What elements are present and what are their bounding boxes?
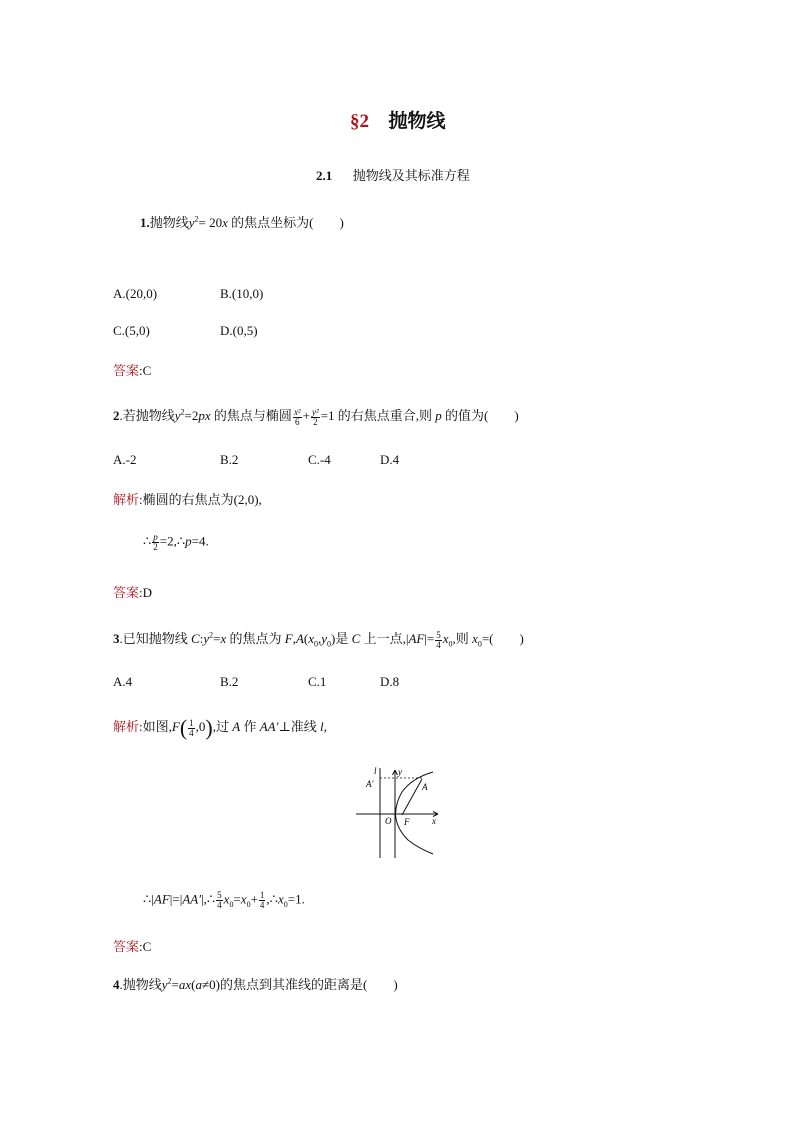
option-d: D.8 [380,674,400,689]
answer-line [113,936,151,955]
math-var: x [472,631,478,646]
question-text: 抛物线 [149,215,189,230]
option-a: A.(20,0) [113,286,158,301]
subsection-number: 2.1 [316,168,333,183]
fraction [188,719,195,738]
math-var: a [195,977,203,992]
fraction-numerator: p [153,532,158,542]
fraction-denominator: 4 [189,727,194,738]
math-sub: 0 [477,639,482,649]
math-text: |,∴ [201,891,216,907]
question-4 [113,974,398,993]
math-text: ( [191,977,196,992]
math-var: A [232,719,241,734]
math-text: ∴ [143,533,152,549]
math-var: y [321,631,328,646]
math-sub: 0 [246,900,251,910]
answer-label: 答案 [113,363,140,378]
question-text: =1 的右焦点重合,则 [320,408,436,423]
question-text: 上一点,| [360,631,409,646]
fraction-denominator: 2 [313,416,318,427]
question-text: .抛物线 [119,977,162,992]
option-b: B.2 [220,452,239,467]
math-var: F [284,631,293,646]
label-y: y [398,767,402,777]
fraction-numerator: x² [293,406,301,417]
option-c: C.1 [308,674,327,689]
math-var: C [191,631,200,646]
question-number: 4 [113,977,120,992]
label-a: A [422,782,428,792]
math-var: C [351,631,361,646]
question-text: =( ) [481,631,524,646]
question-text: .已知抛物线 [119,631,192,646]
math-var: x [308,631,315,646]
analysis-label: 解析 [113,719,140,734]
math-var: px [198,408,211,423]
question-text: 的焦点坐标为( ) [227,215,344,230]
analysis-text: ⊥准线 [278,719,320,734]
math-text: ≠0) [202,977,220,992]
question-text: ,则 [452,631,473,646]
math-text: ( [303,631,309,646]
math-text: ) [331,631,336,646]
fraction-denominator: 6 [295,416,300,427]
analysis-line [113,489,262,508]
answer-value: :C [139,939,152,954]
analysis-conclusion [143,891,305,910]
option-d: D.(0,5) [220,323,258,338]
math-text: + [250,891,258,907]
analysis-label: 解析 [113,492,140,507]
question-text: 的焦点到其准线的距离是( ) [219,977,398,992]
math-sub: 0 [327,639,332,649]
math-var: x [442,631,449,646]
math-text: =2 [184,408,199,423]
math-sup: 2 [194,214,199,224]
math-text: =4. [191,533,209,549]
math-var: y [203,631,210,646]
answer-label: 答案 [113,585,140,600]
math-sub: 0 [229,900,234,910]
subsection-title [316,165,470,184]
question-text: .若抛物线 [119,408,175,423]
math-text: = [213,631,221,646]
fraction-denominator: 2 [153,542,158,552]
math-text: : [199,631,204,646]
fraction-denominator: 4 [217,900,222,910]
math-var: A [295,631,304,646]
segment-af [402,779,422,815]
fraction-numerator: 1 [189,717,194,728]
fraction-numerator: 5 [436,629,441,640]
fraction-numerator: y² [311,406,319,417]
math-text: |=| [169,891,183,907]
math-var: AA′ [182,891,202,907]
option-a: A.-2 [113,452,137,467]
fraction [311,408,320,427]
math-var: ax [178,977,192,992]
math-var: x [223,891,230,907]
answer-value: :C [139,363,152,378]
answer-value: :D [139,585,153,600]
analysis-step [143,533,209,552]
label-x: x [432,816,436,826]
math-text: =1. [287,891,305,907]
math-var: p [185,533,192,549]
question-text: 的值为( ) [441,408,519,423]
fraction [435,631,442,650]
label-a-prime: A′ [366,779,374,789]
math-text: , [292,631,296,646]
math-text: ∴| [143,891,154,907]
math-var: x [277,891,284,907]
math-text: ,∴ [266,891,278,907]
math-text: ,0 [195,719,206,734]
math-text: , [318,631,322,646]
fraction [216,891,223,910]
math-var: AF [153,891,170,907]
label-f: F [404,817,410,827]
question-3 [113,628,524,650]
analysis-text: :如图, [139,719,172,734]
math-var: F [171,719,180,734]
analysis-line: 解析:如图,F( $\frac{1}{4}$ ,0),过 A 作 AA′⊥准线 l, [113,715,327,741]
analysis-text: , [323,719,327,734]
answer-label: 答案 [113,939,140,954]
math-var: y [174,408,181,423]
option-b: B.(10,0) [220,286,264,301]
fraction [152,533,159,552]
fraction-denominator: 4 [259,900,265,910]
question-text: 的焦点与椭圆 [210,408,292,423]
math-text: + [302,408,310,423]
fraction-denominator: 4 [436,639,441,650]
option-c: C.-4 [308,452,331,467]
question-1: 1.抛物线$y^2= 20x$ 的焦点坐标为( ) [140,214,344,230]
math-sub: 0 [448,639,453,649]
analysis-text: :椭圆的右焦点为(2,0), [139,492,262,507]
question-2 [113,405,519,427]
math-var: x [222,215,228,230]
math-var: x [240,891,247,907]
math-var: x [220,631,227,646]
analysis-text: 作 [240,719,260,734]
fraction-numerator: 1 [259,890,265,900]
math-sub: 0 [283,900,288,910]
section-title-text: 抛物线 [388,111,446,132]
section-title [350,106,446,133]
math-var: y [161,977,168,992]
math-var: l [319,719,324,734]
analysis-text: ,过 [212,719,233,734]
option-d: D.4 [380,452,400,467]
math-text: |= [424,631,435,646]
math-sup: 2 [209,630,214,640]
subsection-title-text: 抛物线及其标准方程 [352,168,470,183]
fraction [293,408,302,427]
math-text: = [171,977,179,992]
math-var: p [435,408,442,423]
option-a: A.4 [113,674,133,689]
math-text: = [233,891,241,907]
fraction [259,891,266,910]
math-var: AA′ [259,719,279,734]
parabola-figure [352,762,444,860]
question-number: 3 [113,631,120,646]
label-o: O [385,816,392,826]
math-text: =2,∴ [159,533,186,549]
fraction-numerator: 5 [217,890,222,900]
option-b: B.2 [220,674,239,689]
section-mark: §2 [350,111,369,132]
answer-line [113,582,152,601]
math-sup: 2 [167,976,172,986]
question-number: 1 [140,215,147,230]
math-var: AF [408,631,425,646]
option-c: C.(5,0) [113,323,150,338]
question-text: 的焦点为 [226,631,285,646]
math-text: = 20 [198,215,223,230]
question-text: 是 [335,631,352,646]
math-sup: 2 [180,407,185,417]
math-sub: 0 [314,639,319,649]
label-l: l [374,766,377,776]
answer-line [113,360,151,379]
math-var: y [188,215,195,230]
question-number: 2 [113,408,120,423]
